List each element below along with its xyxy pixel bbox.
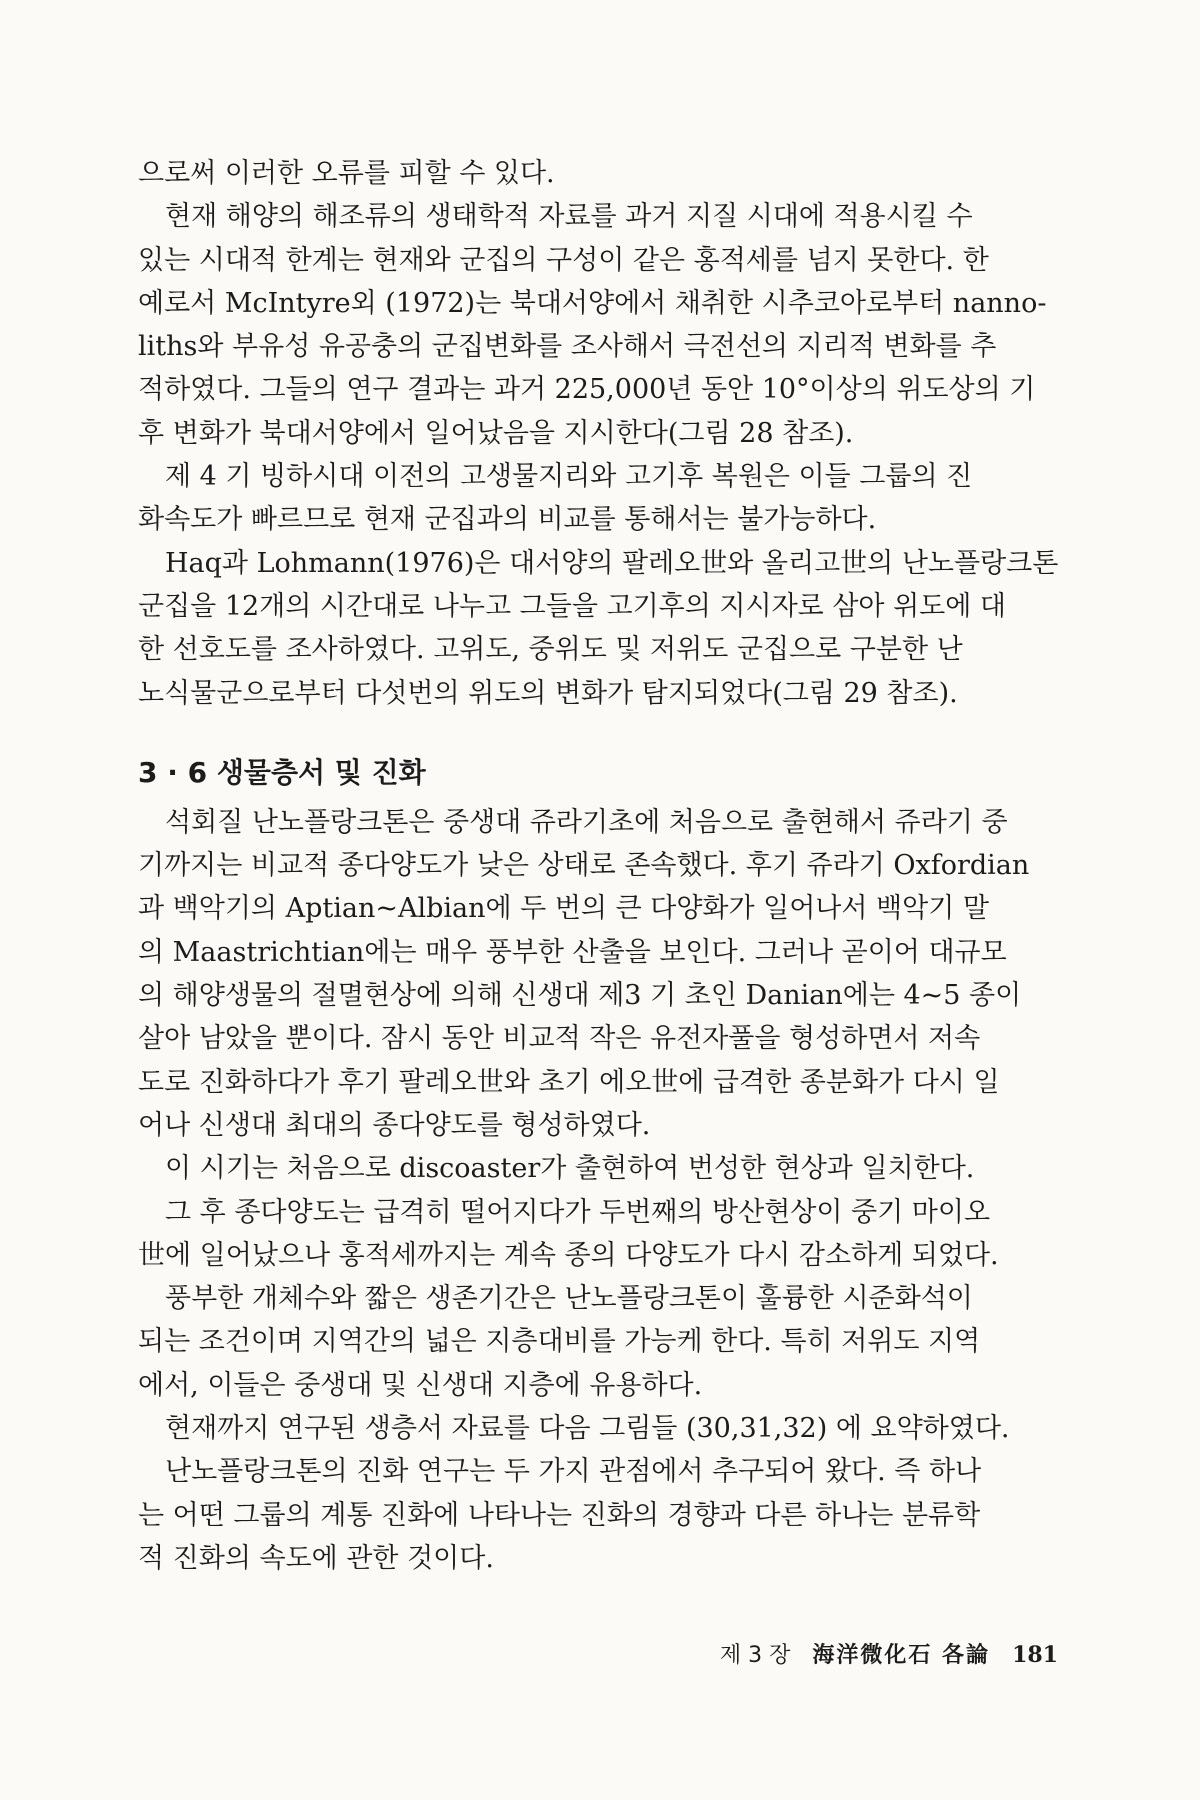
text-line: 제 4 기 빙하시대 이전의 고생물지리와 고기후 복원은 이들 그룹의 진 (165, 461, 973, 493)
paragraph (138, 801, 1062, 1147)
text-line: 는 어떤 그룹의 계통 진화에 나타나는 진화의 경향과 다른 하나는 분류학 (138, 1499, 981, 1531)
text-line: 世에 일어났으나 홍적세까지는 계속 종의 다양도가 다시 감소하게 되었다. (138, 1239, 999, 1271)
text-line: 적하였다. 그들의 연구 결과는 과거 225,000년 동안 10°이상의 위도상의 기 (138, 374, 1036, 406)
text-line: 화속도가 빠르므로 현재 군집과의 비교를 통해서는 불가능하다. (138, 504, 877, 536)
text-line: 풍부한 개체수와 짧은 생존기간은 난노플랑크톤이 훌륭한 시준화석이 (165, 1283, 973, 1315)
text-line: 어나 신생대 최대의 종다양도를 형성하였다. (138, 1109, 651, 1141)
text-line: 의 해양생물의 절멸현상에 의해 신생대 제3 기 초인 Danian에는 4~5 종이 (138, 980, 1022, 1012)
text-line: 되는 조건이며 지역간의 넓은 지층대비를 가능케 한다. 특히 저위도 지역 (138, 1326, 981, 1358)
text-line: 과 백악기의 Aptian~Albian에 두 번의 큰 다양화가 일어나서 백악기 말 (138, 893, 989, 925)
text-line: 현재까지 연구된 생층서 자료를 다음 그림들 (30,31,32) 에 요약하였다. (165, 1413, 1010, 1445)
text-line: 도로 진화하다가 후기 팔레오世와 초기 에오世에 급격한 종분화가 다시 일 (138, 1066, 1000, 1098)
page-number: 181 (1012, 1642, 1058, 1668)
page-footer (720, 1638, 1058, 1669)
text-line: 적 진화의 속도에 관한 것이다. (138, 1542, 494, 1574)
text-line: 에서, 이들은 중생대 및 신생대 지층에 유용하다. (138, 1369, 703, 1401)
text-line: 의 Maastrichtian에는 매우 풍부한 산출을 보인다. 그러나 곧이어 대규모 (138, 936, 1007, 968)
paragraphs-before (138, 152, 1062, 715)
text-line: 노식물군으로부터 다섯번의 위도의 변화가 탐지되었다(그림 29 참조). (138, 677, 958, 709)
text-line: 후 변화가 북대서양에서 일어났음을 지시한다(그림 28 참조). (138, 417, 854, 449)
text-line: 예로서 McIntyre외 (1972)는 북대서양에서 채취한 시추코아로부터 nanno- (138, 287, 1047, 319)
paragraph (138, 195, 1062, 455)
paragraph (138, 152, 1062, 195)
paragraph (138, 1191, 1062, 1278)
section-heading: 3 · 6 생물층서 및 진화 (138, 755, 426, 789)
text-line: 기까지는 비교적 종다양도가 낮은 상태로 존속했다. 후기 쥬라기 Oxfordian (138, 850, 1030, 882)
text-line: 있는 시대적 한계는 현재와 군집의 구성이 같은 홍적세를 넘지 못한다. 한 (138, 244, 989, 276)
text-line: 현재 해양의 해조류의 생태학적 자료를 과거 지질 시대에 적용시킬 수 (165, 201, 973, 233)
paragraph (138, 1450, 1062, 1580)
footer-title: 海洋微化石 各論 (812, 1642, 991, 1668)
paragraph (138, 1407, 1062, 1450)
text-line: 으로써 이러한 오류를 피할 수 있다. (138, 158, 555, 189)
text-line: 이 시기는 처음으로 discoaster가 출현하여 번성한 현상과 일치한다. (165, 1153, 975, 1185)
text-line: 군집을 12개의 시간대로 나누고 그들을 고기후의 지시자로 삼아 위도에 대 (138, 590, 1006, 622)
paragraph (138, 1277, 1062, 1407)
text-line: 난노플랑크톤의 진화 연구는 두 가지 관점에서 추구되어 왔다. 즉 하나 (165, 1456, 982, 1488)
paragraphs-after (138, 801, 1062, 1580)
paragraph (138, 455, 1062, 542)
text-line: 석회질 난노플랑크톤은 중생대 쥬라기초에 처음으로 출현해서 쥬라기 중 (165, 806, 1008, 838)
text-line: Haq과 Lohmann(1976)은 대서양의 팔레오世와 올리고世의 난노플랑크톤 (165, 547, 1059, 579)
text-line: 그 후 종다양도는 급격히 떨어지다가 두번째의 방산현상이 중기 마이오 (165, 1196, 991, 1228)
text-line: 한 선호도를 조사하였다. 고위도, 중위도 및 저위도 군집으로 구분한 난 (138, 634, 963, 666)
paragraph (138, 1147, 1062, 1190)
body-text (138, 152, 1062, 1580)
paragraph (138, 542, 1062, 715)
text-line: liths와 부유성 유공충의 군집변화를 조사해서 극전선의 지리적 변화를 추 (138, 331, 997, 363)
text-line: 살아 남았을 뿐이다. 잠시 동안 비교적 작은 유전자풀을 형성하면서 저속 (138, 1023, 981, 1055)
footer-chapter: 제 3 장 (719, 1643, 791, 1668)
